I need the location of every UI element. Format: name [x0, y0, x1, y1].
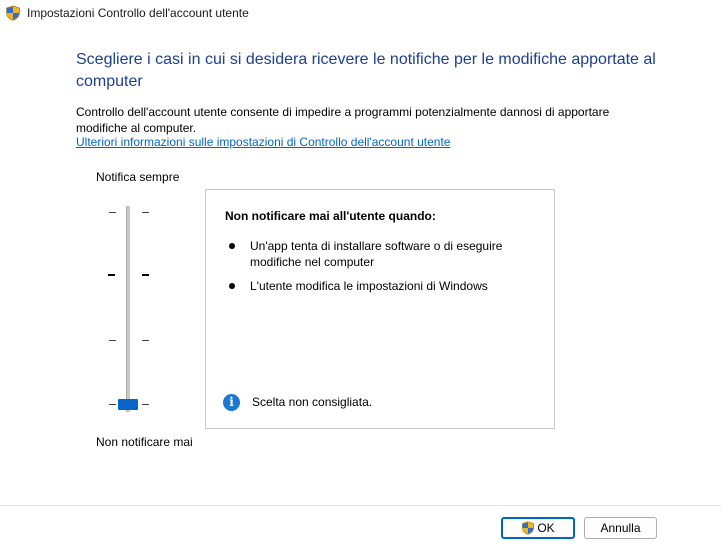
slider-tick-right — [142, 274, 149, 276]
footer-divider — [0, 505, 721, 506]
list-item — [226, 238, 536, 270]
bullet-icon — [229, 283, 235, 289]
ok-button-label: OK — [537, 521, 555, 535]
cancel-button[interactable]: Annulla — [584, 517, 657, 539]
list-item — [226, 278, 536, 294]
panel-title: Non notificare mai all'utente quando: — [225, 209, 436, 223]
recommendation-note: Scelta non consigliata. — [252, 395, 373, 409]
slider-tick-left — [109, 404, 116, 405]
slider-top-label: Notifica sempre — [96, 170, 180, 184]
list-item-text: L'utente modifica le impostazioni di Windows — [250, 279, 488, 293]
list-item-text: Un'app tenta di installare software o di eseguire modifiche nel computer — [250, 239, 503, 269]
uac-shield-icon — [521, 521, 535, 535]
slider-tick-right — [142, 404, 149, 405]
page-heading: Scegliere i casi in cui si desidera ricevere le notifiche per le modifiche apportate al computer — [76, 51, 656, 90]
slider-thumb[interactable] — [118, 399, 138, 410]
more-info-link[interactable]: Ulteriori informazioni sulle impostazioni di Controllo dell'account utente — [76, 135, 451, 149]
slider-tick-right — [142, 212, 149, 213]
uac-shield-icon — [5, 5, 21, 21]
info-icon: i — [223, 394, 240, 411]
slider-tick-left — [109, 212, 116, 213]
description-text: Controllo dell'account utente consente di impedire a programmi potenzialmente dannosi di apportare modifiche al computer. — [76, 105, 610, 135]
slider-tick-left — [108, 274, 115, 276]
window-title: Impostazioni Controllo dell'account utente — [27, 6, 249, 20]
slider-tick-left — [109, 340, 116, 341]
bullet-icon — [229, 243, 235, 249]
slider-bottom-label: Non notificare mai — [96, 435, 193, 449]
ok-button[interactable] — [501, 517, 575, 539]
slider-track[interactable] — [126, 206, 130, 412]
title-bar — [0, 0, 721, 28]
slider-tick-right — [142, 340, 149, 341]
setting-description-panel — [205, 189, 555, 429]
